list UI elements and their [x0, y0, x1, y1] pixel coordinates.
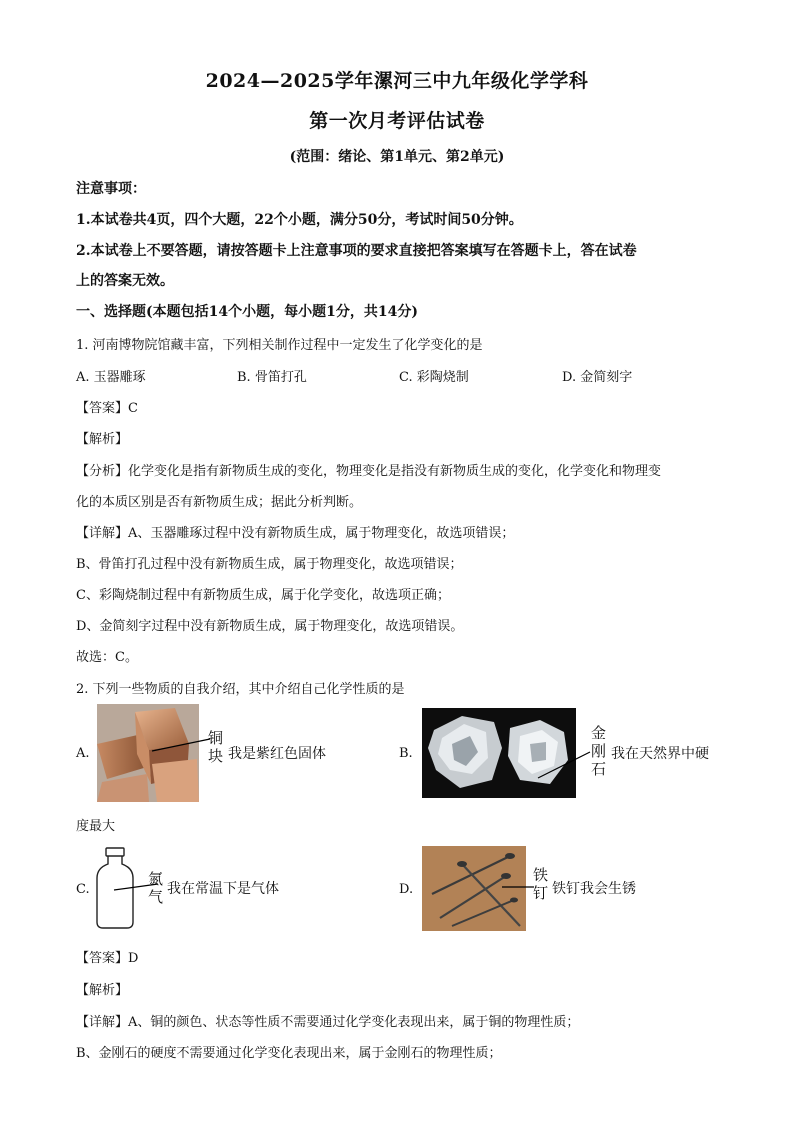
- q2-option-b-letter: B.: [399, 746, 413, 761]
- notes-item-2-line2: 上的答案无效。: [76, 273, 174, 289]
- q2-stem: 2. 下列一些物质的自我介绍，其中介绍自己化学性质的是: [76, 682, 405, 697]
- q2-option-b-wrap: 度最大: [76, 819, 116, 834]
- diamond-pointer-line: [536, 748, 592, 782]
- q1-option-c: C. 彩陶烧制: [399, 370, 469, 385]
- q1-fenxi-line2: 化的本质区别是否有新物质生成；据此分析判断。: [76, 495, 363, 510]
- notes-item-1: 1.本试卷共4页，四个大题，22个小题，满分50分，考试时间50分钟。: [76, 212, 523, 228]
- q1-detail-1: 【详解】A、玉器雕琢过程中没有新物质生成，属于物理变化，故选项错误；: [76, 526, 515, 541]
- copper-pointer-line: [150, 735, 212, 755]
- q2-option-c-text: 我在常温下是气体: [167, 881, 279, 897]
- q1-stem: 1. 河南博物院馆藏丰富，下列相关制作过程中一定发生了化学变化的是: [76, 338, 483, 353]
- q2-option-a-name: 铜块: [208, 729, 224, 765]
- nail-pointer-line: [500, 880, 536, 894]
- exam-title-line2: 第一次月考评估试卷: [309, 110, 485, 132]
- q1-fenxi-line1: 【分析】化学变化是指有新物质生成的变化，物理变化是指没有新物质生成的变化，化学变化和物理变: [76, 464, 662, 479]
- q1-option-b: B. 骨笛打孔: [237, 370, 307, 385]
- q2-option-b-text: 我在天然界中硬: [611, 746, 709, 762]
- q2-option-d-name: 铁钉: [533, 866, 549, 902]
- q1-answer: 【答案】C: [76, 401, 138, 416]
- q1-option-d: D. 金简刻字: [562, 370, 633, 385]
- section1-heading: 一、选择题(本题包括14个小题，每小题1分，共14分): [76, 304, 418, 320]
- notes-item-2-line1: 2.本试卷上不要答题，请按答题卡上注意事项的要求直接把答案填写在答题卡上，答在试卷: [76, 243, 637, 259]
- q2-option-d-letter: D.: [399, 882, 414, 897]
- q2-option-a-text: 我是紫红色固体: [228, 746, 326, 762]
- q1-analysis-tag: 【解析】: [76, 432, 129, 447]
- q2-option-a-letter: A.: [76, 746, 90, 761]
- q2-detail-2: B、金刚石的硬度不需要通过化学变化表现出来，属于金刚石的物理性质；: [76, 1046, 502, 1061]
- q1-detail-4: D、金简刻字过程中没有新物质生成，属于物理变化，故选项错误。: [76, 619, 464, 634]
- q1-conclusion: 故选：C。: [76, 650, 138, 665]
- q2-analysis-tag: 【解析】: [76, 983, 129, 998]
- q1-option-a: A. 玉器雕琢: [76, 370, 146, 385]
- exam-title-line1: 2024—2025学年漯河三中九年级化学学科: [205, 70, 589, 92]
- q1-detail-2: B、骨笛打孔过程中没有新物质生成，属于物理变化，故选项错误；: [76, 557, 463, 572]
- q2-answer: 【答案】D: [76, 951, 139, 966]
- q2-option-d-text: 铁钉我会生锈: [552, 881, 636, 897]
- q2-option-b-name: 金刚石: [591, 724, 607, 778]
- q2-detail-1: 【详解】A、铜的颜色、状态等性质不需要通过化学变化表现出来，属于铜的物理性质；: [76, 1015, 580, 1030]
- q2-option-c-letter: C.: [76, 882, 90, 897]
- q1-detail-3: C、彩陶烧制过程中有新物质生成，属于化学变化，故选项正确；: [76, 588, 450, 603]
- exam-scope: (范围：绪论、第1单元、第2单元): [289, 149, 505, 165]
- notes-heading: 注意事项：: [76, 181, 146, 197]
- q2-option-c-name: 氮气: [148, 870, 164, 906]
